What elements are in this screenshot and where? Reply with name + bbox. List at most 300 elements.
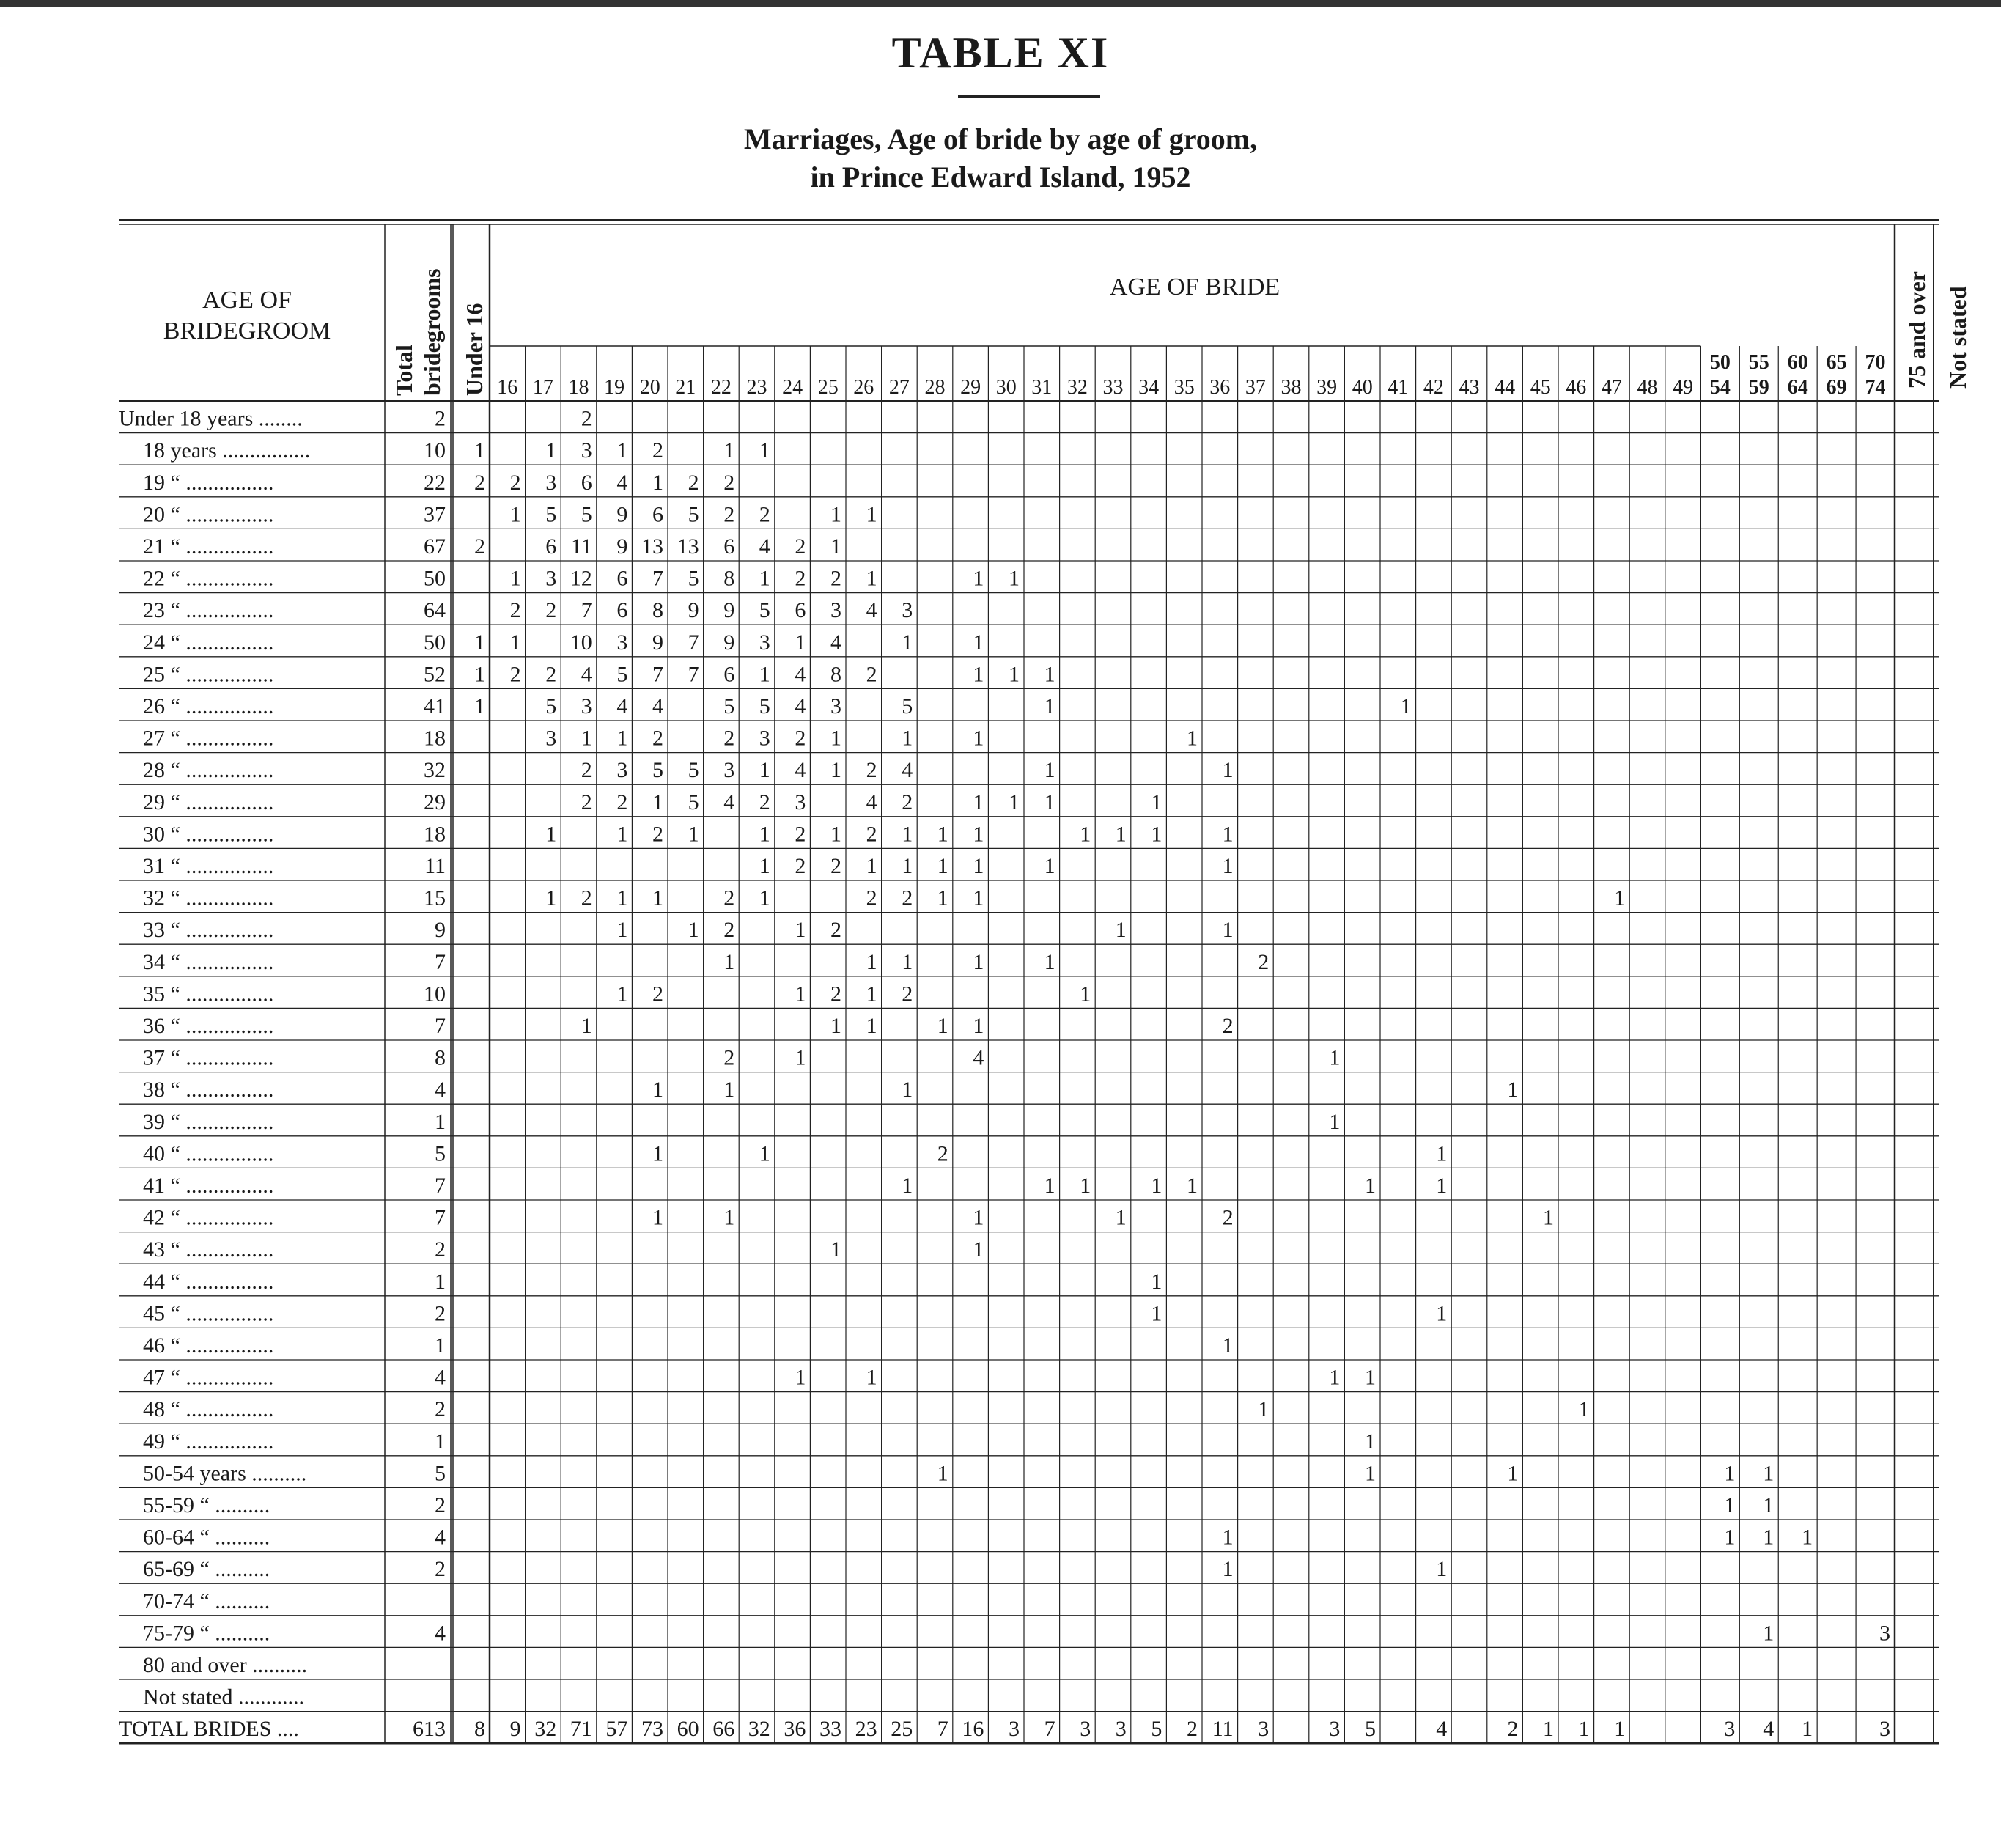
row-label: 22 “ ................ [143, 566, 274, 591]
cell-value: 12 [570, 566, 592, 591]
cell-value: 1 [1151, 1301, 1162, 1326]
row-total: 8 [435, 1045, 446, 1070]
cell-value: 6 [545, 534, 557, 559]
bride-age-group-end: 69 [1826, 376, 1847, 399]
bride-age-header: 44 [1495, 376, 1516, 399]
cell-value: 2 [866, 758, 877, 783]
total-cell: 16 [962, 1717, 984, 1742]
row-label: 37 “ ................ [143, 1045, 274, 1070]
total-cell: 1 [1802, 1717, 1813, 1742]
total-cell: 73 [641, 1717, 663, 1742]
cell-value: 1 [1044, 949, 1055, 974]
cell-value: 1 [1436, 1301, 1448, 1326]
cell-value: 1 [937, 1014, 948, 1038]
cell-value: 2 [723, 918, 735, 943]
row-label: 24 “ ................ [143, 630, 274, 655]
total-header-line-1: Total [391, 345, 417, 396]
cell-value: 1 [759, 758, 770, 783]
row-label: 25 “ ................ [143, 662, 274, 687]
row-total: 50 [424, 630, 446, 655]
cell-value: 1 [1222, 758, 1234, 783]
cell-value: 5 [688, 502, 699, 527]
bride-age-header: 31 [1031, 376, 1053, 399]
row-total: 7 [435, 1174, 446, 1198]
row-total: 2 [435, 1557, 446, 1582]
cell-value: 1 [866, 854, 877, 878]
bride-age-group-start: 60 [1787, 351, 1808, 374]
cell-value: 1 [474, 438, 485, 463]
cell-value: 1 [1329, 1045, 1341, 1070]
cell-value: 1 [830, 822, 841, 847]
bride-age-header: 45 [1530, 376, 1551, 399]
over75-header: 75 and over [1904, 271, 1930, 389]
cell-value: 1 [1009, 789, 1020, 814]
row-total: 7 [435, 1014, 446, 1038]
cell-value: 2 [1258, 949, 1269, 974]
cell-value: 10 [570, 630, 592, 655]
cell-value: 1 [1044, 758, 1055, 783]
total-cell: 1 [1578, 1717, 1590, 1742]
bride-age-header: 16 [497, 376, 518, 399]
cell-value: 13 [677, 534, 699, 559]
bride-age-header: 27 [888, 376, 910, 399]
cell-value: 3 [723, 758, 735, 783]
row-total: 1 [435, 1333, 446, 1358]
cell-value: 1 [509, 502, 521, 527]
cell-value: 3 [1879, 1621, 1890, 1646]
bride-age-header: 39 [1316, 376, 1338, 399]
row-label: Not stated ............ [143, 1685, 304, 1709]
cell-value: 1 [866, 949, 877, 974]
cell-value: 2 [830, 982, 841, 1006]
cell-value: 1 [1763, 1525, 1775, 1550]
row-label: 20 “ ................ [143, 502, 274, 527]
cell-value: 1 [830, 534, 841, 559]
cell-value: 9 [688, 598, 699, 623]
cell-value: 2 [545, 598, 557, 623]
bride-age-group-end: 74 [1865, 376, 1886, 399]
total-cell: 3 [1258, 1717, 1269, 1742]
cell-value: 2 [1222, 1205, 1234, 1230]
cell-value: 1 [1365, 1429, 1376, 1454]
cell-value: 1 [902, 726, 913, 751]
cell-value: 1 [1436, 1141, 1448, 1166]
cell-value: 2 [937, 1141, 948, 1166]
cell-value: 1 [1187, 1174, 1198, 1198]
bride-age-group-start: 70 [1865, 351, 1886, 374]
cell-value: 8 [830, 662, 841, 687]
row-label: 29 “ ................ [143, 789, 274, 814]
row-label: 33 “ ................ [143, 918, 274, 943]
cell-value: 1 [902, 949, 913, 974]
cell-value: 9 [723, 630, 735, 655]
cell-value: 1 [973, 822, 984, 847]
row-label: 80 and over .......... [143, 1653, 308, 1677]
cell-value: 2 [688, 470, 699, 495]
cell-value: 1 [759, 822, 770, 847]
cell-value: 4 [616, 470, 628, 495]
cell-value: 1 [1763, 1621, 1775, 1646]
cell-value: 1 [1044, 1174, 1055, 1198]
cell-value: 1 [973, 662, 984, 687]
cell-value: 2 [509, 470, 521, 495]
cell-value: 1 [1365, 1174, 1376, 1198]
total-cell: 5 [1365, 1717, 1376, 1742]
cell-value: 1 [474, 630, 485, 655]
row-label: 40 “ ................ [143, 1141, 274, 1166]
cell-value: 1 [902, 1078, 913, 1102]
bride-age-header: 17 [532, 376, 553, 399]
cell-value: 13 [641, 534, 663, 559]
cell-value: 4 [902, 758, 913, 783]
cell-value: 2 [759, 789, 770, 814]
totals-label: TOTAL BRIDES .... [119, 1717, 299, 1742]
cell-value: 4 [652, 694, 663, 718]
cell-value: 1 [1365, 1461, 1376, 1486]
cell-value: 4 [866, 598, 877, 623]
cell-value: 1 [759, 886, 770, 910]
cell-value: 1 [1222, 822, 1234, 847]
cell-value: 7 [581, 598, 592, 623]
cell-value: 6 [652, 502, 663, 527]
cell-value: 4 [830, 630, 841, 655]
total-cell: 2 [1507, 1717, 1519, 1742]
cell-value: 3 [830, 598, 841, 623]
row-total: 2 [435, 406, 446, 431]
cell-value: 1 [830, 726, 841, 751]
row-total: 32 [424, 758, 446, 783]
row-total: 18 [424, 726, 446, 751]
cell-value: 1 [1724, 1493, 1736, 1517]
cell-value: 1 [1222, 1525, 1234, 1550]
cell-value: 3 [759, 726, 770, 751]
bride-age-header: 32 [1066, 376, 1088, 399]
cell-value: 1 [652, 1205, 663, 1230]
row-total: 1 [435, 1109, 446, 1134]
bride-age-group-end: 59 [1748, 376, 1769, 399]
cell-value: 7 [688, 630, 699, 655]
cell-value: 2 [866, 662, 877, 687]
cell-value: 5 [652, 758, 663, 783]
cell-value: 2 [795, 566, 806, 591]
cell-value: 2 [581, 406, 592, 431]
total-cell: 66 [712, 1717, 735, 1742]
cell-value: 8 [652, 598, 663, 623]
cell-value: 2 [795, 726, 806, 751]
row-label: 42 “ ................ [143, 1205, 274, 1230]
cell-value: 7 [652, 662, 663, 687]
cell-value: 1 [795, 918, 806, 943]
cell-value: 1 [1436, 1174, 1448, 1198]
row-label: Under 18 years ........ [119, 406, 303, 431]
row-label: 26 “ ................ [143, 694, 274, 718]
cell-value: 2 [652, 822, 663, 847]
cell-value: 1 [616, 918, 628, 943]
row-label: 34 “ ................ [143, 949, 274, 974]
cell-value: 1 [937, 1461, 948, 1486]
total-cell: 2 [1187, 1717, 1198, 1742]
row-header-line-2: BRIDEGROOM [163, 317, 331, 345]
cell-value: 2 [581, 789, 592, 814]
row-total: 64 [424, 598, 446, 623]
bride-age-header: 20 [639, 376, 660, 399]
row-header-line-1: AGE OF [202, 287, 292, 314]
cell-value: 2 [474, 534, 485, 559]
cell-value: 1 [1080, 982, 1091, 1006]
cell-value: 1 [795, 1045, 806, 1070]
cell-value: 3 [795, 789, 806, 814]
bride-age-header: 43 [1459, 376, 1480, 399]
cell-value: 1 [866, 1365, 877, 1390]
cell-value: 1 [1115, 822, 1127, 847]
cell-value: 6 [581, 470, 592, 495]
cell-value: 4 [723, 789, 735, 814]
total-cell: 8 [474, 1717, 485, 1742]
total-cell: 7 [937, 1717, 948, 1742]
row-total: 2 [435, 1397, 446, 1422]
cell-value: 2 [902, 886, 913, 910]
cell-value: 6 [723, 534, 735, 559]
cell-value: 1 [830, 1237, 841, 1262]
cell-value: 2 [581, 886, 592, 910]
cell-value: 4 [795, 758, 806, 783]
grand-total: 613 [413, 1717, 446, 1742]
row-label: 41 “ ................ [143, 1174, 274, 1198]
total-cell: 3 [1009, 1717, 1020, 1742]
cell-value: 1 [973, 1014, 984, 1038]
cell-value: 1 [866, 502, 877, 527]
total-cell: 3 [1329, 1717, 1341, 1742]
cell-value: 1 [795, 630, 806, 655]
cell-value: 2 [652, 726, 663, 751]
row-total: 41 [424, 694, 446, 718]
row-total: 50 [424, 566, 446, 591]
cell-value: 1 [937, 822, 948, 847]
cell-value: 2 [509, 598, 521, 623]
cell-value: 3 [545, 566, 557, 591]
cell-value: 1 [1507, 1461, 1519, 1486]
cell-value: 1 [545, 822, 557, 847]
cell-value: 2 [616, 789, 628, 814]
subtitle-line-1: Marriages, Age of bride by age of groom, [743, 122, 1258, 155]
row-label: 45 “ ................ [143, 1301, 274, 1326]
bride-age-header: 19 [604, 376, 625, 399]
cell-value: 3 [581, 694, 592, 718]
cell-value: 1 [973, 789, 984, 814]
cell-value: 1 [795, 1365, 806, 1390]
cell-value: 3 [902, 598, 913, 623]
bride-age-header: 21 [675, 376, 696, 399]
cell-value: 3 [581, 438, 592, 463]
bride-age-header: 30 [995, 376, 1017, 399]
row-total: 11 [424, 854, 446, 878]
cell-value: 9 [652, 630, 663, 655]
cell-value: 1 [723, 1078, 735, 1102]
cell-value: 1 [652, 1078, 663, 1102]
cell-value: 5 [688, 566, 699, 591]
cell-value: 1 [1044, 662, 1055, 687]
cell-value: 1 [1187, 726, 1198, 751]
cell-value: 1 [1802, 1525, 1813, 1550]
total-cell: 4 [1763, 1717, 1775, 1742]
bride-age-header: 25 [817, 376, 839, 399]
row-label: 46 “ ................ [143, 1333, 274, 1358]
cell-value: 2 [723, 726, 735, 751]
row-total: 52 [424, 662, 446, 687]
bride-age-header: 49 [1673, 376, 1694, 399]
cell-value: 1 [759, 566, 770, 591]
row-total: 10 [424, 438, 446, 463]
cell-value: 1 [759, 854, 770, 878]
cell-value: 1 [866, 566, 877, 591]
cell-value: 1 [1614, 886, 1626, 910]
cell-value: 1 [1436, 1557, 1448, 1582]
cell-value: 1 [688, 918, 699, 943]
total-cell: 60 [677, 1717, 699, 1742]
row-total: 4 [435, 1525, 446, 1550]
row-label: 18 years ................ [143, 438, 311, 463]
cell-value: 4 [759, 534, 770, 559]
cell-value: 1 [1044, 789, 1055, 814]
cell-value: 2 [474, 470, 485, 495]
cell-value: 1 [1151, 1269, 1162, 1294]
cell-value: 1 [866, 982, 877, 1006]
cell-value: 1 [474, 694, 485, 718]
cell-value: 1 [973, 726, 984, 751]
page-title: TABLE XI [891, 29, 1110, 77]
row-label: 36 “ ................ [143, 1014, 274, 1038]
bride-age-group-end: 54 [1709, 376, 1731, 399]
row-label: 44 “ ................ [143, 1269, 274, 1294]
row-label: 19 “ ................ [143, 470, 274, 495]
total-cell: 25 [891, 1717, 913, 1742]
age-of-bride-header: AGE OF BRIDE [1109, 273, 1280, 301]
total-cell: 32 [534, 1717, 557, 1742]
row-total: 4 [435, 1078, 446, 1102]
row-label: 39 “ ................ [143, 1109, 274, 1134]
bride-age-header: 36 [1209, 376, 1231, 399]
row-total: 1 [435, 1269, 446, 1294]
cell-value: 1 [1724, 1525, 1736, 1550]
total-cell: 9 [509, 1717, 521, 1742]
row-total: 5 [435, 1461, 446, 1486]
row-total: 4 [435, 1365, 446, 1390]
total-cell: 1 [1614, 1717, 1626, 1742]
row-total: 2 [435, 1493, 446, 1517]
cell-value: 1 [1222, 1557, 1234, 1582]
cell-value: 1 [1507, 1078, 1519, 1102]
bride-age-header: 28 [924, 376, 946, 399]
cell-value: 6 [616, 598, 628, 623]
cell-value: 4 [973, 1045, 984, 1070]
cell-value: 9 [616, 534, 628, 559]
cell-value: 1 [973, 1237, 984, 1262]
cell-value: 1 [652, 789, 663, 814]
cell-value: 2 [581, 758, 592, 783]
cell-value: 1 [616, 822, 628, 847]
cell-value: 5 [581, 502, 592, 527]
cell-value: 5 [902, 694, 913, 718]
cell-value: 1 [474, 662, 485, 687]
cell-value: 6 [723, 662, 735, 687]
cell-value: 2 [830, 854, 841, 878]
cell-value: 1 [1151, 789, 1162, 814]
cell-value: 2 [795, 534, 806, 559]
cell-value: 9 [616, 502, 628, 527]
cell-value: 2 [759, 502, 770, 527]
total-cell: 11 [1212, 1717, 1234, 1742]
cell-value: 1 [1080, 822, 1091, 847]
cell-value: 1 [1115, 918, 1127, 943]
total-cell: 4 [1436, 1717, 1448, 1742]
cell-value: 11 [570, 534, 592, 559]
cell-value: 3 [616, 630, 628, 655]
row-total: 2 [435, 1301, 446, 1326]
cell-value: 1 [830, 502, 841, 527]
cell-value: 5 [545, 694, 557, 718]
cell-value: 1 [1009, 662, 1020, 687]
row-total: 7 [435, 1205, 446, 1230]
bride-age-header: 24 [782, 376, 803, 399]
cell-value: 1 [1044, 694, 1055, 718]
row-label: 47 “ ................ [143, 1365, 274, 1390]
cell-value: 1 [581, 726, 592, 751]
row-total: 67 [424, 534, 446, 559]
cell-value: 1 [866, 1014, 877, 1038]
cell-value: 3 [545, 726, 557, 751]
bride-age-header: 42 [1423, 376, 1444, 399]
row-label: 30 “ ................ [143, 822, 274, 847]
cell-value: 2 [723, 886, 735, 910]
row-total: 22 [424, 470, 446, 495]
row-total: 7 [435, 949, 446, 974]
total-cell: 3 [1879, 1717, 1890, 1742]
cell-value: 1 [1115, 1205, 1127, 1230]
bride-age-header: 23 [746, 376, 767, 399]
row-total: 5 [435, 1141, 446, 1166]
bride-age-header: 46 [1566, 376, 1587, 399]
cell-value: 5 [688, 789, 699, 814]
row-total: 4 [435, 1621, 446, 1646]
cell-value: 2 [866, 822, 877, 847]
row-label: 48 “ ................ [143, 1397, 274, 1422]
cell-value: 8 [723, 566, 735, 591]
cell-value: 2 [795, 854, 806, 878]
total-cell: 3 [1080, 1717, 1091, 1742]
cell-value: 1 [616, 886, 628, 910]
cell-value: 1 [1400, 694, 1412, 718]
cell-value: 1 [616, 438, 628, 463]
cell-value: 1 [688, 822, 699, 847]
cell-value: 1 [973, 886, 984, 910]
total-cell: 1 [1543, 1717, 1554, 1742]
bride-age-header: 35 [1173, 376, 1195, 399]
cell-value: 3 [830, 694, 841, 718]
cell-value: 2 [830, 566, 841, 591]
row-label: 55-59 “ .......... [143, 1493, 270, 1517]
bride-age-group-start: 55 [1748, 351, 1769, 374]
row-total: 29 [424, 789, 446, 814]
row-label: 60-64 “ .......... [143, 1525, 270, 1550]
row-label: 50-54 years .......... [143, 1461, 307, 1486]
row-label: 65-69 “ .......... [143, 1557, 270, 1582]
cell-value: 1 [545, 438, 557, 463]
row-label: 38 “ ................ [143, 1078, 274, 1102]
cell-value: 1 [1329, 1109, 1341, 1134]
cell-value: 2 [652, 438, 663, 463]
row-total: 18 [424, 822, 446, 847]
cell-value: 1 [1044, 854, 1055, 878]
